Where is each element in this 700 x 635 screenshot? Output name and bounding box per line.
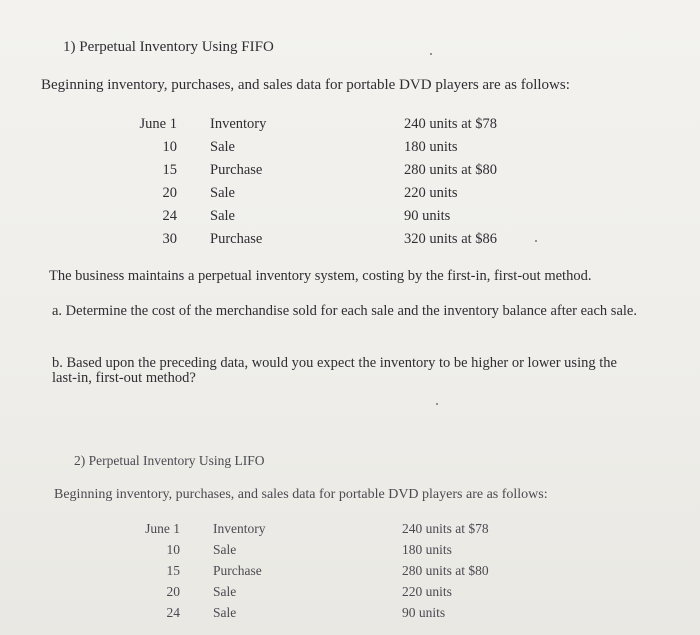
row-type: Purchase [213, 563, 262, 578]
row-date: 15 [166, 563, 180, 578]
row-date: 10 [166, 542, 180, 557]
row-detail: 280 units at $80 [402, 563, 489, 578]
speck-mark [430, 53, 432, 55]
section2-transactions-table [0, 521, 700, 631]
row-type: Sale [213, 542, 237, 557]
row-detail: 280 units at $80 [404, 162, 498, 178]
row-detail: 240 units at $78 [404, 116, 498, 132]
row-type: Inventory [213, 521, 266, 536]
row-type: Sale [213, 584, 237, 599]
row-detail: 90 units [404, 208, 451, 224]
section2-title: 2) Perpetual Inventory Using LIFO [74, 453, 265, 468]
section1-transactions-table [0, 116, 700, 256]
method-statement: The business maintains a perpetual inventory system, costing by the first-in, first-out method. [49, 268, 592, 284]
row-date: 30 [162, 231, 177, 247]
speck-mark [436, 403, 438, 405]
row-date: 15 [162, 162, 177, 178]
row-detail: 220 units [402, 584, 452, 599]
row-type: Sale [210, 139, 235, 155]
row-type: Sale [213, 605, 237, 620]
row-type: Inventory [210, 116, 267, 132]
section1-intro: Beginning inventory, purchases, and sales data for portable DVD players are as follows: [41, 77, 570, 93]
row-date: June 1 [139, 116, 177, 132]
speck-mark [535, 240, 537, 242]
row-type: Sale [210, 185, 235, 201]
row-type: Sale [210, 208, 235, 224]
row-date: 24 [162, 208, 177, 224]
row-date: 24 [166, 605, 180, 620]
row-detail: 220 units [404, 185, 458, 201]
question-b: b. Based upon the preceding data, would you expect the inventory to be higher or lower using the last-in, first-out method? [52, 355, 617, 386]
row-detail: 320 units at $86 [404, 231, 498, 247]
row-date: 10 [162, 139, 177, 155]
row-detail: 180 units [404, 139, 458, 155]
row-detail: 90 units [402, 605, 446, 620]
row-date: June 1 [145, 521, 180, 536]
question-a: a. Determine the cost of the merchandise sold for each sale and the inventory balance after each sale. [52, 303, 637, 319]
row-date: 20 [162, 185, 177, 201]
row-type: Purchase [210, 231, 263, 247]
row-detail: 240 units at $78 [402, 521, 489, 536]
section1-title: 1) Perpetual Inventory Using FIFO [63, 39, 274, 55]
section2-intro: Beginning inventory, purchases, and sales data for portable DVD players are as follows: [54, 487, 548, 502]
row-detail: 180 units [402, 542, 452, 557]
row-date: 20 [166, 584, 180, 599]
row-type: Purchase [210, 162, 263, 178]
